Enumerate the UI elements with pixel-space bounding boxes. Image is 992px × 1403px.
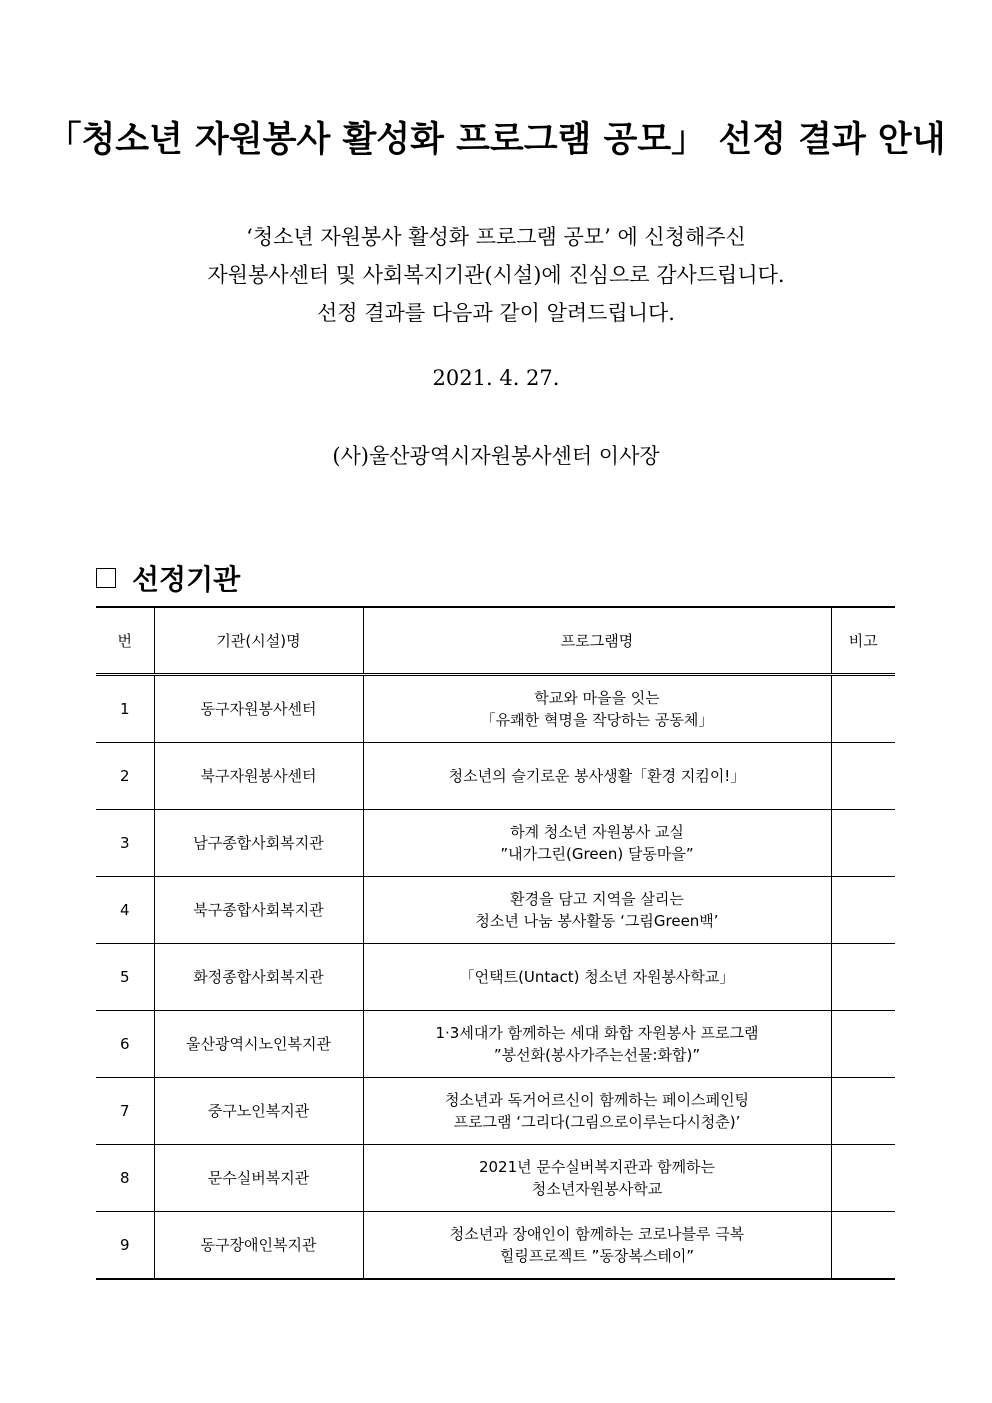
- row-number: 2: [96, 743, 154, 810]
- program-line: 청소년과 독거어르신이 함께하는 페이스페인팅: [444, 1091, 750, 1109]
- table-header-row: [96, 607, 895, 675]
- program-name: [363, 1011, 831, 1078]
- organization-name: 동구자원봉사센터: [154, 675, 363, 743]
- row-number: 1: [96, 675, 154, 743]
- program-line: 학교와 마을을 잇는: [534, 689, 660, 707]
- program-name: [363, 810, 831, 877]
- program-line: 청소년의 슬기로운 봉사생활「환경 지킴이!」: [448, 767, 746, 785]
- table-row: [96, 877, 895, 944]
- header-organization: 기관(시설)명: [154, 607, 363, 675]
- program-line: ”내가그린(Green) 달동마을”: [500, 845, 694, 863]
- row-number: 8: [96, 1145, 154, 1212]
- organization-name: 동구장애인복지관: [154, 1212, 363, 1280]
- intro-line: ‘청소년 자원봉사 활성화 프로그램 공모’ 에 신청해주신: [246, 225, 746, 249]
- note-cell: [831, 1212, 895, 1280]
- program-line: 2021년 문수실버복지관과 함께하는: [478, 1158, 716, 1176]
- table-row: [96, 1145, 895, 1212]
- program-name: [363, 675, 831, 743]
- row-number: 7: [96, 1078, 154, 1145]
- note-cell: [831, 1078, 895, 1145]
- note-cell: [831, 877, 895, 944]
- intro-paragraph: [0, 218, 992, 332]
- row-number: 9: [96, 1212, 154, 1280]
- organization-name: 화정종합사회복지관: [154, 944, 363, 1011]
- table-row: [96, 1011, 895, 1078]
- issue-date: 2021. 4. 27.: [432, 366, 560, 390]
- program-line: 청소년 나눔 봉사활동 ‘그림Green백’: [475, 912, 719, 930]
- table-row: [96, 743, 895, 810]
- intro-line: 자원봉사센터 및 사회복지기관(시설)에 진심으로 감사드립니다.: [207, 263, 785, 287]
- organization-name: 북구자원봉사센터: [154, 743, 363, 810]
- program-name: [363, 877, 831, 944]
- program-line: 힐링프로젝트 ”동장복스테이”: [499, 1247, 695, 1265]
- header-program: 프로그램명: [363, 607, 831, 675]
- program-line: 「유쾌한 혁명을 작당하는 공동체」: [480, 711, 714, 729]
- row-number: 5: [96, 944, 154, 1011]
- organization-name: 울산광역시노인복지관: [154, 1011, 363, 1078]
- signer: (사)울산광역시자원봉사센터 이사장: [332, 444, 660, 468]
- program-name: [363, 1212, 831, 1280]
- note-cell: [831, 944, 895, 1011]
- program-name: [363, 944, 831, 1011]
- program-line: 「언택트(Untact) 청소년 자원봉사학교」: [459, 968, 735, 986]
- program-line: ”봉선화(봉사가주는선물:화합)”: [493, 1046, 701, 1064]
- note-cell: [831, 743, 895, 810]
- organization-name: 남구종합사회복지관: [154, 810, 363, 877]
- empty-square-icon: [96, 568, 116, 588]
- selected-organizations-table: [96, 606, 895, 1280]
- header-number: 번: [96, 607, 154, 675]
- section-heading: [96, 558, 240, 598]
- program-line: 청소년과 장애인이 함께하는 코로나블루 극복: [449, 1225, 745, 1243]
- note-cell: [831, 1145, 895, 1212]
- table-row: [96, 1212, 895, 1280]
- program-line: 환경을 담고 지역을 살리는: [510, 890, 684, 908]
- program-line: 하계 청소년 자원봉사 교실: [510, 823, 684, 841]
- program-name: [363, 1145, 831, 1212]
- row-number: 4: [96, 877, 154, 944]
- row-number: 3: [96, 810, 154, 877]
- organization-name: 문수실버복지관: [154, 1145, 363, 1212]
- table-row: [96, 675, 895, 743]
- table-row: [96, 944, 895, 1011]
- header-note: 비고: [831, 607, 895, 675]
- table-row: [96, 810, 895, 877]
- program-line: 1·3세대가 함께하는 세대 화합 자원봉사 프로그램: [435, 1024, 759, 1042]
- program-name: [363, 1078, 831, 1145]
- program-line: 청소년자원봉사학교: [531, 1180, 663, 1198]
- program-line: 프로그램 ‘그리다(그림으로이루는다시청춘)’: [453, 1113, 741, 1131]
- intro-line: 선정 결과를 다음과 같이 알려드립니다.: [317, 301, 675, 325]
- program-name: [363, 743, 831, 810]
- section-title: 선정기관: [132, 563, 241, 596]
- note-cell: [831, 675, 895, 743]
- note-cell: [831, 810, 895, 877]
- table-row: [96, 1078, 895, 1145]
- organization-name: 중구노인복지관: [154, 1078, 363, 1145]
- organization-name: 북구종합사회복지관: [154, 877, 363, 944]
- note-cell: [831, 1011, 895, 1078]
- page-title: 「청소년 자원봉사 활성화 프로그램 공모」 선정 결과 안내: [46, 120, 946, 160]
- row-number: 6: [96, 1011, 154, 1078]
